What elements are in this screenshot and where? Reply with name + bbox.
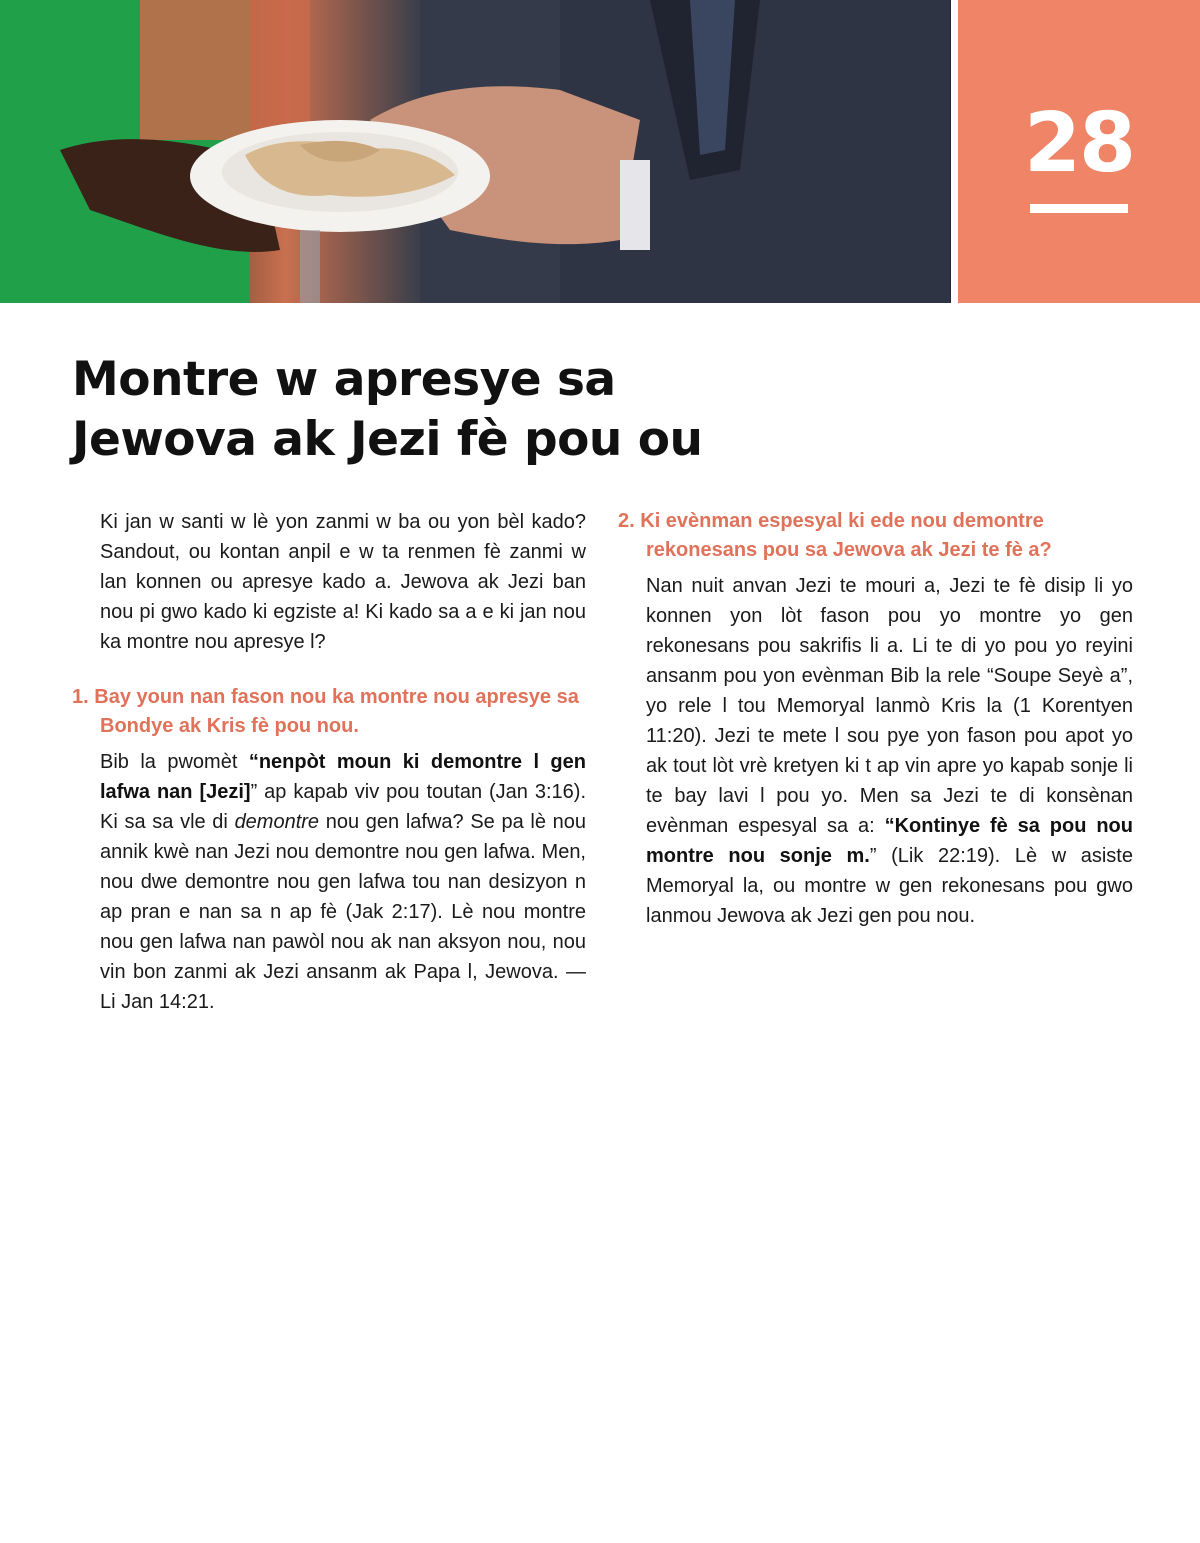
question-text: Bay youn nan fason nou ka montre nou apresye sa Bondye ak Kris fè pou nou. [94, 686, 579, 737]
section-question [618, 507, 1133, 565]
section-answer [100, 747, 586, 1017]
title-line-2: Jewova ak Jezi fè pou ou [72, 412, 703, 467]
section-answer [646, 571, 1133, 931]
answer-italic: demontre [234, 811, 320, 833]
intro-paragraph: Ki jan w santi w lè yon zanmi w ba ou yon bèl kado? Sandout, ou kontan anpil e w ta renmen fè zanmi w lan konnen ou apresye kado a. Jewova ak Jezi ban nou pi gwo kado ki egziste a! Ki kado sa a e ki jan nou ka montre nou apresye l? [100, 511, 586, 653]
answer-bold-quote: “Kontinye fè sa pou nou montre nou sonje m. [646, 815, 1133, 867]
question-text: Ki evènman espesyal ki ede nou demontre rekonesans pou sa Jewova ak Jezi te fè a? [640, 510, 1052, 561]
answer-text: ” ap kapab viv pou toutan (Jan 3:16). Ki sa sa vle di [100, 781, 587, 833]
section-question [72, 683, 586, 741]
hero-illustration [0, 0, 951, 303]
question-number: 2. [618, 510, 635, 532]
lesson-number-badge [958, 0, 1200, 303]
lesson-number: 28 [1023, 96, 1135, 191]
title-line-1: Montre w apresye sa [72, 352, 616, 407]
question-number: 1. [72, 686, 89, 708]
left-column [72, 507, 586, 1017]
answer-text: Nan nuit anvan Jezi te mouri a, Jezi te fè disip li yo konnen yon lòt fason pou yo montre yo gen rekonesans pou sakrifis li a. Li te di yo pou yo reyini ansanm pou yon evènman Bib la rele “Soupe Seyè a”, yo rele l tou Memoryal lanmò Kris la (1 Korentyen 11:20). Jezi te mete l sou pye yon fason pou apot yo ak tout lòt vrè kretyen ki t ap vin apre yo kapab sonje li te bay lavi l pou yo. Men sa Jezi te di konsènan evènman espesyal sa a: [646, 575, 1133, 837]
answer-text: Bib la pwomèt [100, 751, 249, 773]
answer-text: ” (Lik 22:19). Lè w asiste Memoryal la, ou montre w gen rekonesans pou gwo lanmou Jewova ak Jezi gen pou nou. [646, 845, 1133, 927]
page-title [72, 350, 772, 470]
answer-text: nou gen lafwa? Se pa lè nou annik kwè nan Jezi nou demontre nou gen lafwa. Men, nou dwe demontre nou gen lafwa tou nan desizyon n ap pran e nan sa n ap fè (Jak 2:17). Lè nou montre nou gen lafwa nan pawòl nou ak nan aksyon nou, nou vin bon zanmi ak Jezi ansanm ak Papa l, Jewova. — Li Jan 14:21. [100, 811, 587, 1013]
answer-bold-quote: “nenpòt moun ki demontre l gen lafwa nan [Jezi] [100, 751, 586, 803]
badge-underline [1030, 204, 1128, 213]
hero-photo [0, 0, 951, 303]
right-column [618, 507, 1133, 931]
